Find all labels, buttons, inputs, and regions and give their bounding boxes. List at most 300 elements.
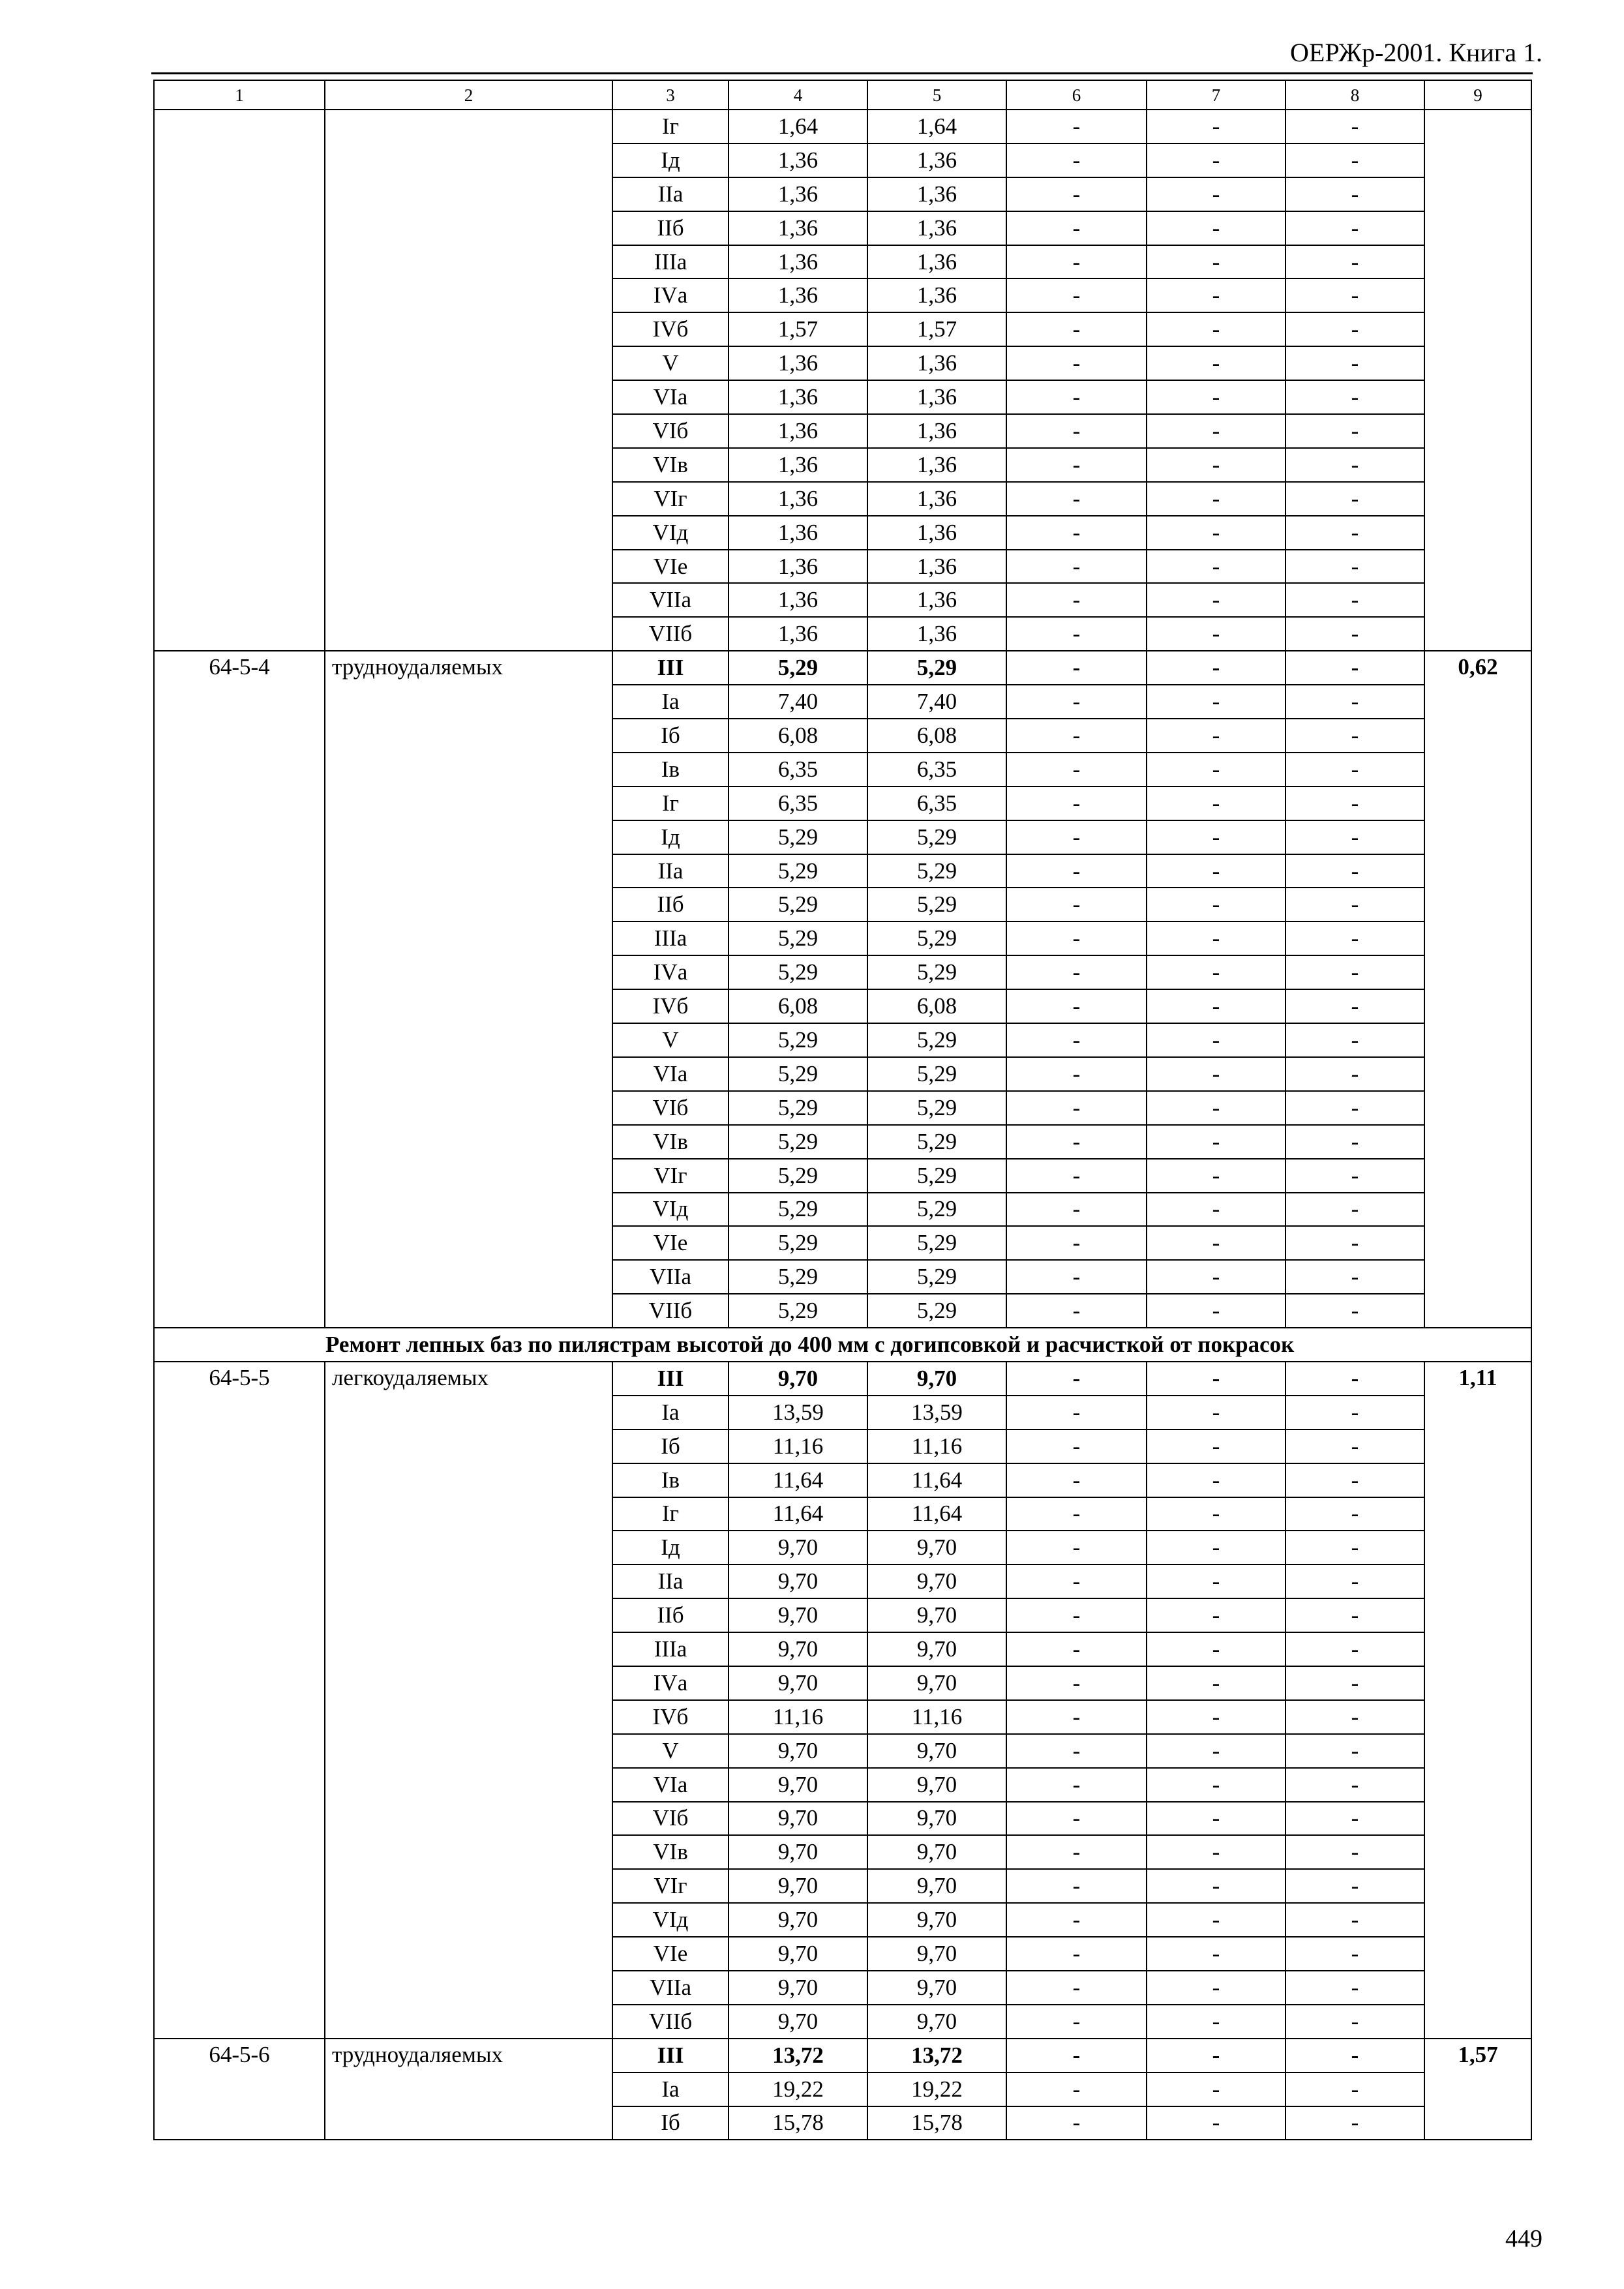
table-cell: -	[1286, 177, 1424, 211]
item-col9-value: 1,11	[1424, 1362, 1531, 2039]
table-cell: III	[612, 651, 729, 685]
table-cell: 1,36	[867, 380, 1006, 414]
table-cell: -	[1147, 1023, 1286, 1057]
table-cell: 9,70	[867, 1835, 1006, 1869]
table-cell: -	[1006, 1463, 1147, 1497]
table-cell: -	[1286, 1463, 1424, 1497]
table-cell: 6,08	[729, 989, 867, 1023]
table-cell: V	[612, 1734, 729, 1768]
document-title: ОЕРЖр-2001. Книга 1.	[1290, 38, 1542, 67]
table-cell: VIе	[612, 550, 729, 584]
table-cell: -	[1147, 1768, 1286, 1802]
table-cell: 11,64	[729, 1497, 867, 1531]
table-cell: 1,36	[867, 211, 1006, 245]
table-cell: 1,36	[867, 482, 1006, 516]
table-cell: VIг	[612, 1159, 729, 1193]
table-cell: 1,36	[729, 143, 867, 177]
column-numbers-row	[154, 80, 1531, 110]
table-cell: 19,22	[729, 2072, 867, 2106]
table-cell: Iд	[612, 143, 729, 177]
table-cell: -	[1286, 211, 1424, 245]
table-cell: -	[1147, 1260, 1286, 1294]
table-cell: -	[1286, 1362, 1424, 1396]
table-cell: 11,64	[729, 1463, 867, 1497]
table-cell: III	[612, 2039, 729, 2072]
table-cell: -	[1286, 516, 1424, 550]
table-cell: 9,70	[729, 1632, 867, 1666]
table-cell: -	[1286, 1396, 1424, 1429]
table-cell: 1,36	[867, 583, 1006, 617]
table-cell: -	[1006, 1193, 1147, 1227]
table-cell: -	[1006, 1531, 1147, 1564]
table-cell: 5,29	[729, 854, 867, 888]
table-cell: Iб	[612, 2106, 729, 2140]
table-cell: IVа	[612, 1666, 729, 1700]
item-name: легкоудаляемых	[325, 1362, 612, 2039]
table-cell: -	[1147, 1666, 1286, 1700]
table-cell: IIа	[612, 854, 729, 888]
table-cell: Iб	[612, 1429, 729, 1463]
section-row	[154, 1328, 1531, 1362]
table-cell: 13,59	[867, 1396, 1006, 1429]
table-cell: Iг	[612, 1497, 729, 1531]
table-cell: VIв	[612, 1125, 729, 1159]
table-cell: 11,16	[729, 1700, 867, 1734]
table-cell: -	[1147, 1531, 1286, 1564]
column-header: 8	[1286, 80, 1424, 110]
table-cell: -	[1286, 820, 1424, 854]
table-cell: -	[1006, 2072, 1147, 2106]
table-cell: -	[1006, 2106, 1147, 2140]
table-cell: -	[1147, 211, 1286, 245]
table-cell: 9,70	[867, 1971, 1006, 2005]
table-cell: 9,70	[867, 1903, 1006, 1937]
table-cell: -	[1147, 245, 1286, 279]
table-cell: VIб	[612, 1091, 729, 1125]
table-cell: IVа	[612, 278, 729, 312]
table-cell: 9,70	[867, 1598, 1006, 1632]
table-cell: -	[1286, 1598, 1424, 1632]
table-cell: 9,70	[729, 2005, 867, 2039]
table-cell: 5,29	[729, 1091, 867, 1125]
table-cell: IVб	[612, 312, 729, 346]
table-cell: VIIа	[612, 1971, 729, 2005]
table-cell: 5,29	[729, 651, 867, 685]
item-code: 64-5-4	[154, 651, 325, 1328]
table-cell: IIб	[612, 888, 729, 921]
table-cell: -	[1006, 753, 1147, 786]
table-cell: 1,36	[867, 278, 1006, 312]
table-cell: 9,70	[867, 1666, 1006, 1700]
table-cell: 9,70	[729, 1734, 867, 1768]
table-cell: -	[1286, 1632, 1424, 1666]
table-cell: 6,08	[867, 719, 1006, 753]
table-cell: 9,70	[867, 1531, 1006, 1564]
table-cell: -	[1286, 921, 1424, 955]
table-cell: 5,29	[729, 888, 867, 921]
table-cell: -	[1006, 482, 1147, 516]
table-cell: 9,70	[729, 1666, 867, 1700]
table-cell: -	[1147, 1057, 1286, 1091]
table-cell: -	[1006, 617, 1147, 651]
table-cell: -	[1006, 1023, 1147, 1057]
table-cell: -	[1147, 516, 1286, 550]
table-cell: 6,35	[867, 786, 1006, 820]
table-cell: 5,29	[867, 1091, 1006, 1125]
table-cell: -	[1147, 1193, 1286, 1227]
table-cell: 5,29	[729, 1125, 867, 1159]
table-cell: -	[1006, 1734, 1147, 1768]
table-cell: -	[1147, 110, 1286, 143]
table-cell: -	[1147, 820, 1286, 854]
table-cell: -	[1147, 380, 1286, 414]
column-header: 7	[1147, 80, 1286, 110]
table-cell: 11,16	[867, 1429, 1006, 1463]
table-cell: IIб	[612, 1598, 729, 1632]
table-cell: -	[1286, 989, 1424, 1023]
table-cell: -	[1006, 312, 1147, 346]
table-cell: 5,29	[867, 854, 1006, 888]
table-cell: -	[1147, 177, 1286, 211]
item-code	[154, 110, 325, 651]
table-cell: -	[1286, 1429, 1424, 1463]
table-cell: -	[1286, 2039, 1424, 2072]
table-cell: -	[1286, 719, 1424, 753]
table-cell: -	[1147, 1802, 1286, 1836]
table-cell: -	[1286, 1903, 1424, 1937]
table-cell: -	[1286, 1971, 1424, 2005]
table-cell: -	[1006, 516, 1147, 550]
column-header: 5	[867, 80, 1006, 110]
table-cell: -	[1147, 143, 1286, 177]
item-col9-value: 0,62	[1424, 651, 1531, 1328]
table-cell: 9,70	[729, 1869, 867, 1903]
table-cell: 5,29	[729, 1294, 867, 1328]
table-cell: -	[1147, 685, 1286, 719]
table-cell: 9,70	[867, 1564, 1006, 1598]
table-cell: -	[1147, 1835, 1286, 1869]
table-cell: -	[1006, 1632, 1147, 1666]
table-cell: -	[1147, 312, 1286, 346]
table-cell: -	[1006, 1903, 1147, 1937]
table-cell: 9,70	[867, 1937, 1006, 1971]
table-cell: -	[1286, 550, 1424, 584]
table-cell: 13,72	[729, 2039, 867, 2072]
table-cell: 11,64	[867, 1497, 1006, 1531]
table-cell: -	[1286, 1260, 1424, 1294]
title-rule	[151, 72, 1533, 74]
table-cell: Iд	[612, 820, 729, 854]
table-cell: 5,29	[729, 921, 867, 955]
section-title-cell	[154, 1328, 1531, 1362]
table-cell: Iа	[612, 1396, 729, 1429]
table-cell: 6,35	[729, 786, 867, 820]
table-cell: -	[1006, 1226, 1147, 1260]
table-cell: -	[1147, 278, 1286, 312]
table-cell: -	[1147, 786, 1286, 820]
item-col9-value: 1,57	[1424, 2039, 1531, 2140]
table-cell: -	[1006, 1362, 1147, 1396]
table-cell: VIIа	[612, 1260, 729, 1294]
table-cell: VIд	[612, 516, 729, 550]
table-cell: 1,36	[867, 550, 1006, 584]
table-cell: VIг	[612, 1869, 729, 1903]
table-cell: 9,70	[729, 1903, 867, 1937]
table-cell: VIг	[612, 482, 729, 516]
table-cell: 9,70	[729, 1362, 867, 1396]
table-cell: -	[1147, 651, 1286, 685]
table-cell: VIIб	[612, 1294, 729, 1328]
table-cell: -	[1286, 888, 1424, 921]
table-cell: 9,70	[867, 1768, 1006, 1802]
table-cell: III	[612, 1362, 729, 1396]
table-cell: -	[1147, 921, 1286, 955]
table-cell: 1,36	[867, 143, 1006, 177]
table-cell: -	[1286, 1159, 1424, 1193]
item-code: 64-5-5	[154, 1362, 325, 2039]
table-cell: -	[1147, 1700, 1286, 1734]
table-cell: -	[1286, 1802, 1424, 1836]
column-header: 9	[1424, 80, 1531, 110]
table-cell: 9,70	[867, 1802, 1006, 1836]
table-cell: -	[1147, 888, 1286, 921]
table-cell: 1,36	[729, 583, 867, 617]
table-cell: -	[1006, 1700, 1147, 1734]
table-cell: -	[1147, 1903, 1286, 1937]
item-col9-value	[1424, 110, 1531, 651]
table-cell: -	[1286, 414, 1424, 448]
table-cell: 1,36	[867, 414, 1006, 448]
table-cell: 9,70	[729, 1598, 867, 1632]
table-cell: -	[1006, 177, 1147, 211]
table-cell: 15,78	[867, 2106, 1006, 2140]
table-cell: -	[1006, 1666, 1147, 1700]
table-cell: Iб	[612, 719, 729, 753]
table-cell: VIв	[612, 1835, 729, 1869]
table-cell: IIб	[612, 211, 729, 245]
table-cell: -	[1286, 1497, 1424, 1531]
table-cell: 1,36	[729, 617, 867, 651]
table-cell: IIа	[612, 177, 729, 211]
table-cell: 5,29	[729, 820, 867, 854]
table-cell: -	[1006, 1057, 1147, 1091]
table-cell: IIа	[612, 1564, 729, 1598]
table-cell: 9,70	[867, 1362, 1006, 1396]
table-cell: 5,29	[729, 955, 867, 989]
table-cell: -	[1006, 110, 1147, 143]
table-cell: 5,29	[729, 1226, 867, 1260]
table-cell: 1,36	[867, 617, 1006, 651]
table-cell: 1,36	[729, 245, 867, 279]
table-cell: 5,29	[867, 1125, 1006, 1159]
table-cell: 1,57	[867, 312, 1006, 346]
table-cell: -	[1286, 110, 1424, 143]
table-cell: -	[1286, 380, 1424, 414]
table-cell: -	[1147, 1091, 1286, 1125]
table-cell: -	[1286, 1023, 1424, 1057]
table-cell: -	[1286, 1700, 1424, 1734]
table-cell: 7,40	[729, 685, 867, 719]
price-table-wrapper	[153, 80, 1532, 2140]
table-cell: 1,36	[729, 414, 867, 448]
table-cell: -	[1006, 245, 1147, 279]
table-cell: 5,29	[867, 651, 1006, 685]
item-code: 64-5-6	[154, 2039, 325, 2140]
table-cell: -	[1006, 380, 1147, 414]
table-cell: -	[1147, 2106, 1286, 2140]
table-cell: 9,70	[867, 2005, 1006, 2039]
table-cell: -	[1006, 651, 1147, 685]
column-header: 3	[612, 80, 729, 110]
table-cell: -	[1006, 1294, 1147, 1328]
item-name	[325, 110, 612, 651]
table-cell: 6,08	[867, 989, 1006, 1023]
table-row	[154, 651, 1531, 685]
table-cell: 1,36	[867, 177, 1006, 211]
table-cell: -	[1147, 989, 1286, 1023]
table-cell: -	[1006, 1768, 1147, 1802]
table-cell: Iг	[612, 786, 729, 820]
table-cell: -	[1286, 278, 1424, 312]
table-cell: VIа	[612, 1057, 729, 1091]
table-cell: 1,36	[729, 346, 867, 380]
table-cell: 5,29	[867, 1159, 1006, 1193]
table-cell: 6,35	[729, 753, 867, 786]
table-cell: 1,36	[729, 482, 867, 516]
table-cell: -	[1147, 1294, 1286, 1328]
table-cell: 5,29	[867, 1294, 1006, 1328]
table-cell: -	[1147, 1564, 1286, 1598]
table-cell: -	[1147, 955, 1286, 989]
table-cell: -	[1147, 346, 1286, 380]
table-cell: VIб	[612, 414, 729, 448]
table-cell: IIIа	[612, 245, 729, 279]
table-cell: -	[1286, 753, 1424, 786]
table-row	[154, 2039, 1531, 2072]
table-cell: -	[1286, 1294, 1424, 1328]
table-cell: -	[1147, 1125, 1286, 1159]
table-cell: -	[1147, 1463, 1286, 1497]
table-cell: -	[1286, 1835, 1424, 1869]
table-cell: -	[1006, 448, 1147, 482]
table-cell: 1,36	[729, 211, 867, 245]
table-cell: 9,70	[729, 1971, 867, 2005]
table-cell: -	[1286, 1091, 1424, 1125]
table-cell: VIе	[612, 1226, 729, 1260]
table-cell: -	[1286, 685, 1424, 719]
table-cell: VIIб	[612, 2005, 729, 2039]
table-cell: VIа	[612, 1768, 729, 1802]
table-cell: -	[1006, 955, 1147, 989]
table-cell: 9,70	[729, 1835, 867, 1869]
table-cell: -	[1286, 1125, 1424, 1159]
table-cell: -	[1147, 854, 1286, 888]
table-cell: -	[1286, 1937, 1424, 1971]
table-cell: -	[1286, 245, 1424, 279]
price-table	[153, 80, 1532, 2140]
table-cell: 9,70	[729, 1531, 867, 1564]
table-cell: 5,29	[867, 820, 1006, 854]
table-cell: VIд	[612, 1193, 729, 1227]
table-cell: IIIа	[612, 921, 729, 955]
table-cell: 1,64	[867, 110, 1006, 143]
column-header: 6	[1006, 80, 1147, 110]
item-name: трудноудаляемых	[325, 2039, 612, 2140]
table-cell: 1,36	[729, 516, 867, 550]
table-cell: -	[1006, 685, 1147, 719]
table-cell: 6,35	[867, 753, 1006, 786]
table-cell: Iа	[612, 2072, 729, 2106]
table-cell: -	[1006, 719, 1147, 753]
table-cell: -	[1006, 921, 1147, 955]
table-cell: 1,36	[867, 448, 1006, 482]
table-body	[154, 110, 1531, 2140]
table-cell: -	[1286, 1564, 1424, 1598]
table-cell: -	[1147, 482, 1286, 516]
table-cell: -	[1006, 1497, 1147, 1531]
table-cell: Iа	[612, 685, 729, 719]
table-cell: 9,70	[867, 1734, 1006, 1768]
table-cell: -	[1006, 1429, 1147, 1463]
table-cell: -	[1006, 1564, 1147, 1598]
table-cell: IVа	[612, 955, 729, 989]
table-cell: 5,29	[867, 1193, 1006, 1227]
table-cell: Iв	[612, 1463, 729, 1497]
table-cell: VIа	[612, 380, 729, 414]
table-cell: -	[1147, 1159, 1286, 1193]
table-cell: -	[1006, 211, 1147, 245]
table-cell: 5,29	[729, 1260, 867, 1294]
table-cell: -	[1286, 448, 1424, 482]
table-cell: -	[1286, 854, 1424, 888]
table-cell: -	[1006, 2005, 1147, 2039]
table-cell: -	[1006, 346, 1147, 380]
table-cell: -	[1286, 1531, 1424, 1564]
section-title: Ремонт лепных баз по пилястрам высотой до 400 мм с догипсовкой и расчисткой от покрасок	[325, 1332, 1295, 1357]
table-cell: -	[1286, 617, 1424, 651]
table-cell: -	[1147, 1497, 1286, 1531]
table-cell: VIIа	[612, 583, 729, 617]
table-cell: IVб	[612, 1700, 729, 1734]
table-cell: -	[1286, 651, 1424, 685]
table-cell: -	[1286, 143, 1424, 177]
table-cell: 19,22	[867, 2072, 1006, 2106]
table-cell: -	[1006, 1159, 1147, 1193]
table-cell: 1,36	[729, 278, 867, 312]
table-cell: 9,70	[729, 1937, 867, 1971]
table-cell: 5,29	[867, 888, 1006, 921]
table-cell: 11,16	[729, 1429, 867, 1463]
table-cell: -	[1006, 1869, 1147, 1903]
table-cell: -	[1286, 312, 1424, 346]
table-cell: -	[1006, 1937, 1147, 1971]
table-cell: 9,70	[867, 1632, 1006, 1666]
table-cell: -	[1147, 1362, 1286, 1396]
table-cell: -	[1006, 1125, 1147, 1159]
table-cell: 11,64	[867, 1463, 1006, 1497]
table-cell: 5,29	[729, 1057, 867, 1091]
table-cell: -	[1286, 1193, 1424, 1227]
table-cell: 5,29	[729, 1159, 867, 1193]
table-cell: -	[1286, 346, 1424, 380]
table-cell: -	[1286, 2005, 1424, 2039]
table-cell: -	[1147, 617, 1286, 651]
table-cell: Iг	[612, 110, 729, 143]
table-cell: -	[1147, 414, 1286, 448]
column-header: 1	[154, 80, 325, 110]
table-cell: -	[1147, 1429, 1286, 1463]
table-cell: -	[1006, 583, 1147, 617]
